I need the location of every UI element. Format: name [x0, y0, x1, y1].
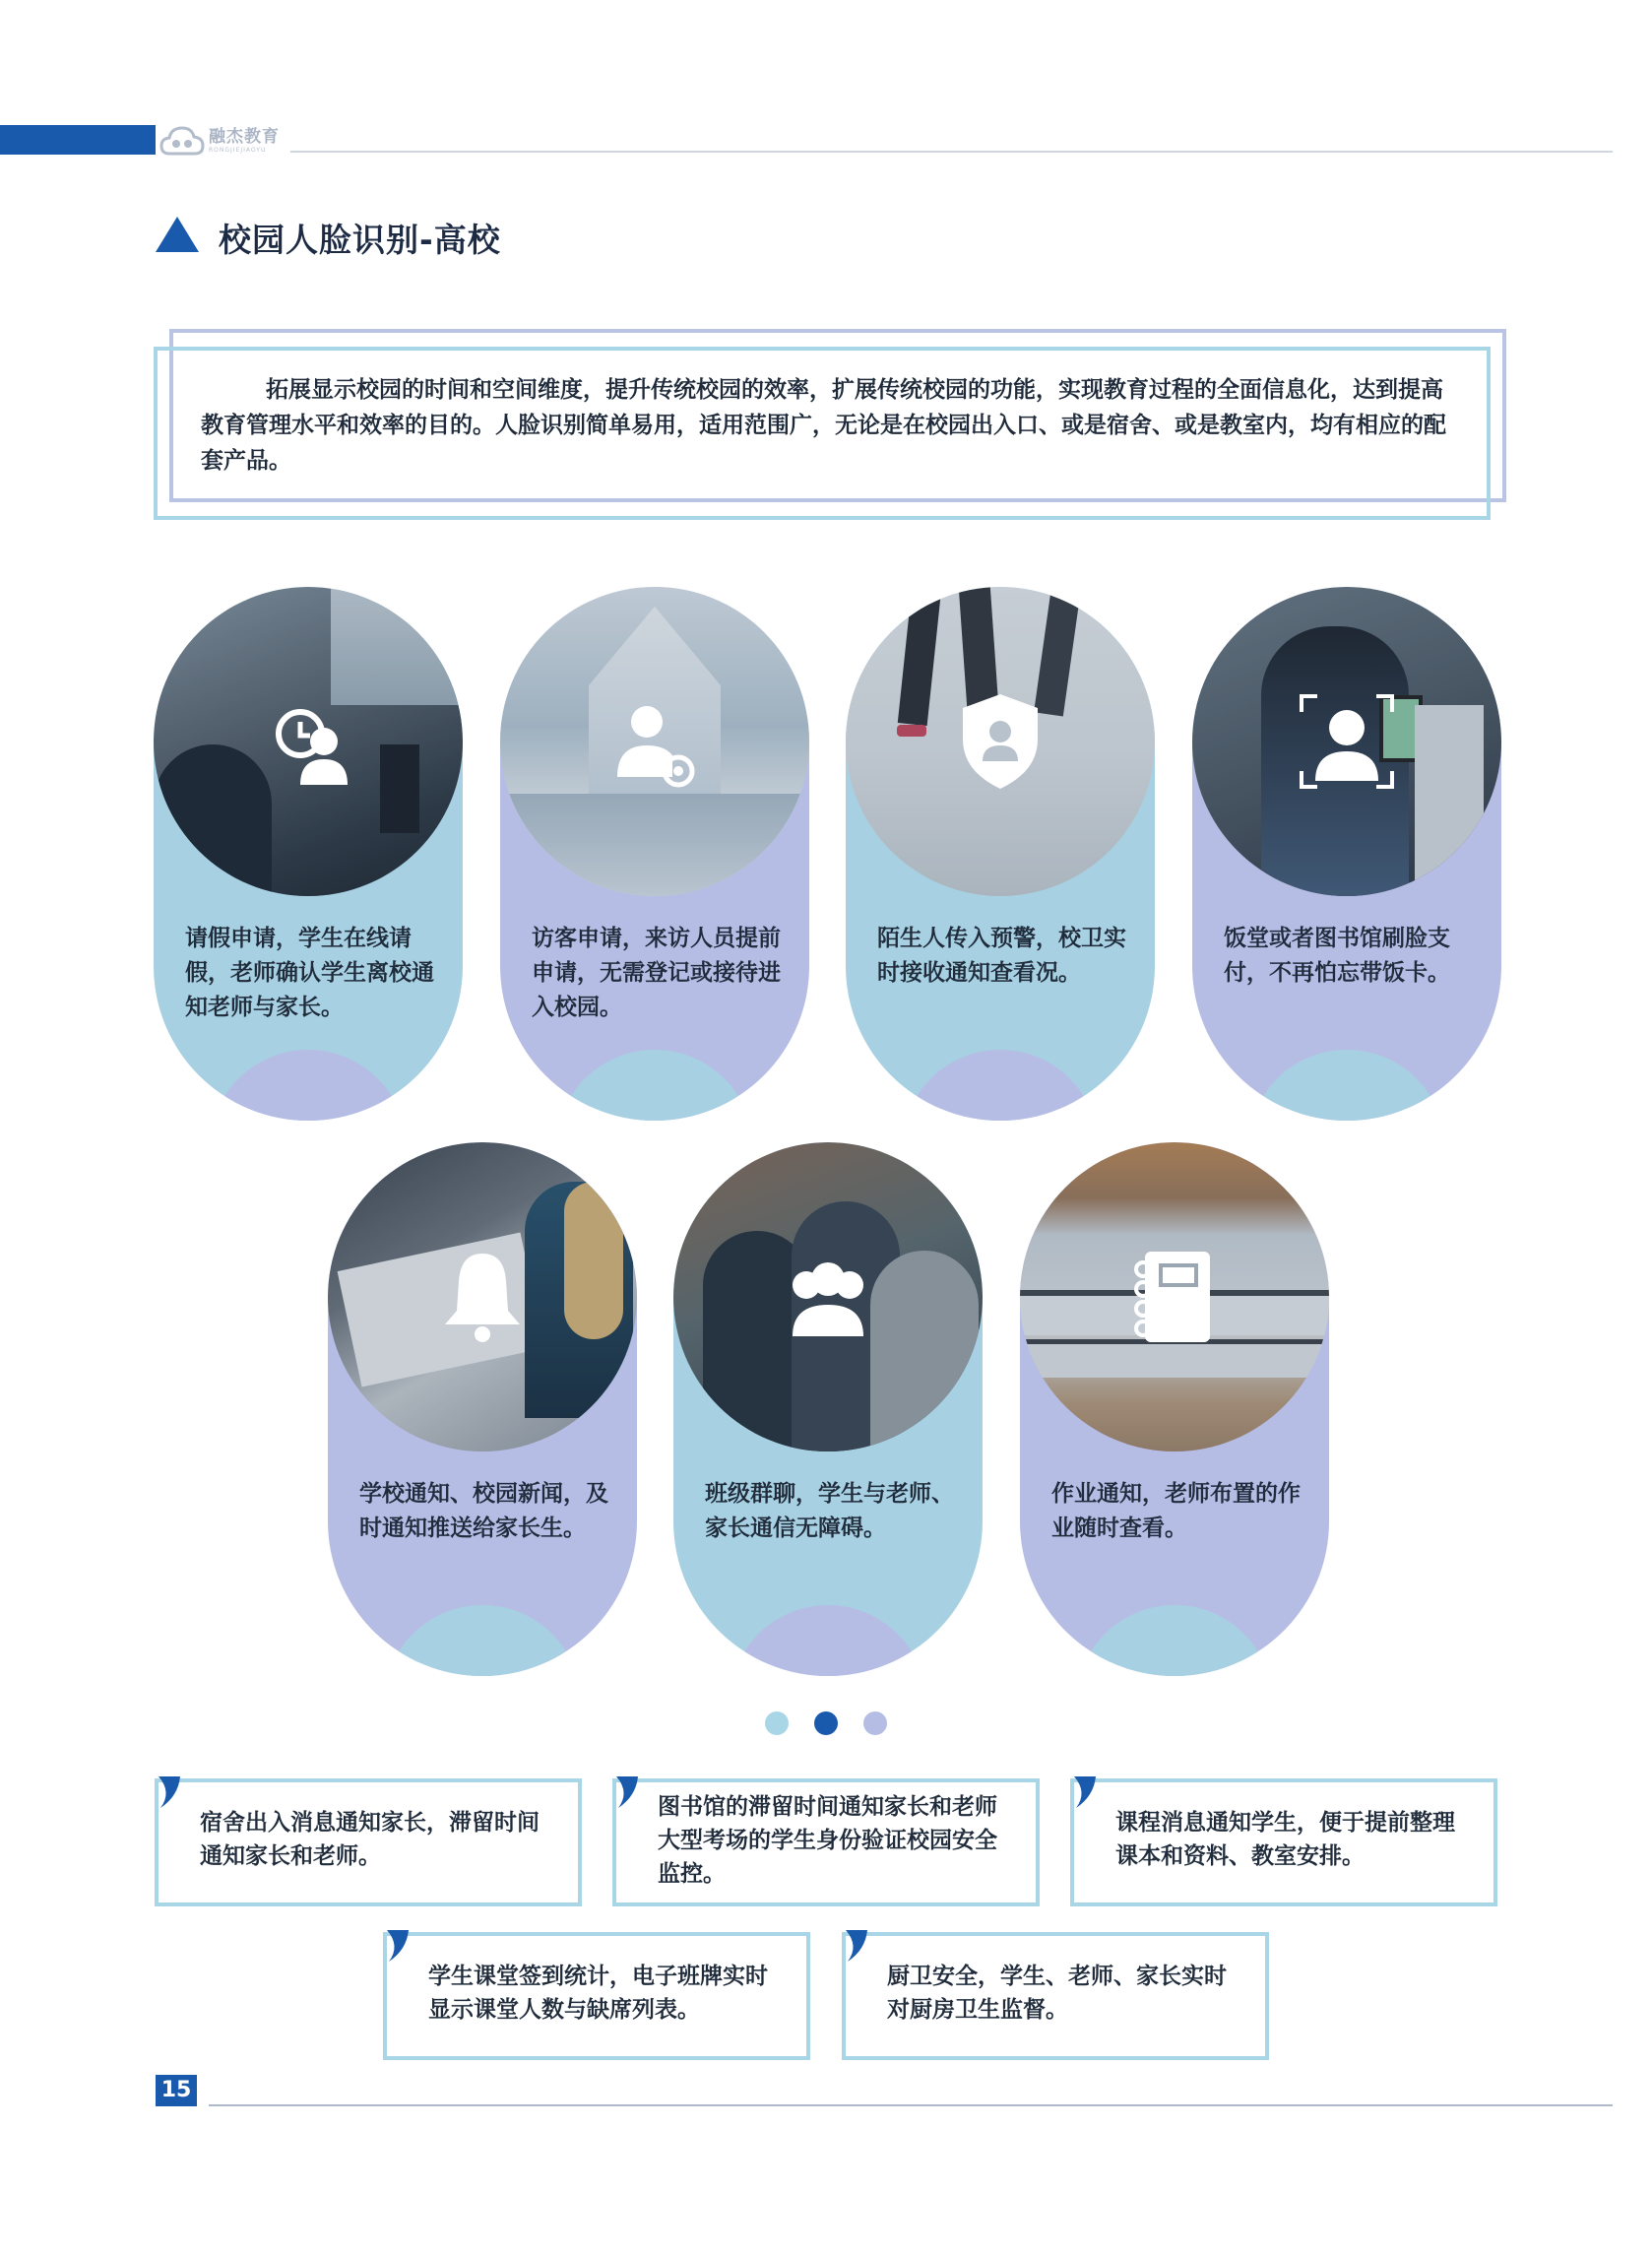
- page-title: 校园人脸识别-高校: [219, 221, 501, 259]
- title-triangle-icon: [156, 217, 199, 252]
- feature-text: 学校通知、校园新闻，及时通知推送给家长生。: [359, 1481, 608, 1541]
- feature-text: 饭堂或者图书馆刷脸支付，不再怕忘带饭卡。: [1224, 926, 1450, 986]
- shield-user-icon: [941, 682, 1059, 801]
- cloud-logo-icon: [159, 124, 205, 158]
- clock-user-icon: [249, 682, 367, 801]
- feature-text: 请假申请，学生在线请假，老师确认学生离校通知老师与家长。: [185, 926, 434, 1020]
- feature-text: 陌生人传入预警，校卫实时接收通知查看况。: [877, 926, 1126, 986]
- notebook-icon: [1115, 1238, 1234, 1356]
- corner-accent-icon: [840, 1928, 869, 1964]
- decor-bump: [1076, 1605, 1273, 1676]
- intro-paragraph: 拓展显示校园的时间和空间维度，提升传统校园的效率，扩展传统校园的功能，实现教育过程的全面信息化，达到提高教育管理水平和效率的目的。人脸识别简单易用，适用范围广，无论是在校园出入口、或是宿舍、或是教室内，均有相应的配套产品。: [201, 377, 1446, 474]
- group-chat-icon: [769, 1238, 887, 1356]
- bell-icon: [423, 1238, 541, 1356]
- note-text: 图书馆的滞留时间通知家长和老师大型考场的学生身份验证校园安全监控。: [658, 1794, 997, 1887]
- corner-accent-icon: [153, 1774, 182, 1810]
- pagination-dot-2-active[interactable]: [814, 1711, 838, 1735]
- note-text: 厨卫安全，学生、老师、家长实时对厨房卫生监督。: [887, 1964, 1227, 2023]
- visitor-eye-icon: [596, 682, 714, 801]
- feature-card-leave: [154, 587, 463, 1121]
- page-number: 15: [156, 2075, 197, 2106]
- corner-accent-icon: [1068, 1774, 1098, 1810]
- note-box-kitchen: [842, 1932, 1269, 2060]
- decor-bump: [556, 1050, 753, 1121]
- logo-english-name: RONGJIEJIAOYU: [209, 146, 267, 154]
- note-text: 课程消息通知学生，便于提前整理课本和资料、教室安排。: [1115, 1810, 1455, 1869]
- note-box-library: [612, 1778, 1040, 1906]
- decor-bump: [1248, 1050, 1445, 1121]
- pagination-dot-1[interactable]: [765, 1711, 789, 1735]
- decor-bump: [730, 1605, 926, 1676]
- decor-bump: [210, 1050, 407, 1121]
- corner-accent-icon: [610, 1774, 640, 1810]
- header-accent-bar: [0, 125, 156, 155]
- note-text: 学生课堂签到统计，电子班牌实时显示课堂人数与缺席列表。: [428, 1964, 768, 2023]
- logo-chinese-name: 融杰教育: [209, 126, 280, 147]
- brand-logo: [159, 124, 280, 158]
- feature-text: 班级群聊，学生与老师、家长通信无障碍。: [705, 1481, 954, 1541]
- feature-card-visitor: [500, 587, 809, 1121]
- feature-card-chat: [673, 1142, 983, 1676]
- feature-card-homework: [1020, 1142, 1329, 1676]
- feature-text: 作业通知，老师布置的作业随时查看。: [1051, 1481, 1301, 1541]
- face-scan-icon: [1288, 682, 1406, 801]
- corner-accent-icon: [381, 1928, 411, 1964]
- footer-rule: [209, 2104, 1613, 2106]
- note-text: 宿舍出入消息通知家长，滞留时间通知家长和老师。: [200, 1810, 540, 1869]
- feature-card-stranger: [846, 587, 1155, 1121]
- header-rule: [290, 151, 1613, 153]
- feature-card-payment: [1192, 587, 1501, 1121]
- decor-bump: [384, 1605, 581, 1676]
- note-box-dormitory: [155, 1778, 582, 1906]
- note-box-course: [1070, 1778, 1497, 1906]
- feature-card-notice: [328, 1142, 637, 1676]
- pagination-dot-3[interactable]: [863, 1711, 887, 1735]
- feature-text: 访客申请，来访人员提前申请，无需登记或接待进入校园。: [532, 926, 781, 1020]
- note-box-attendance: [383, 1932, 810, 2060]
- decor-bump: [902, 1050, 1099, 1121]
